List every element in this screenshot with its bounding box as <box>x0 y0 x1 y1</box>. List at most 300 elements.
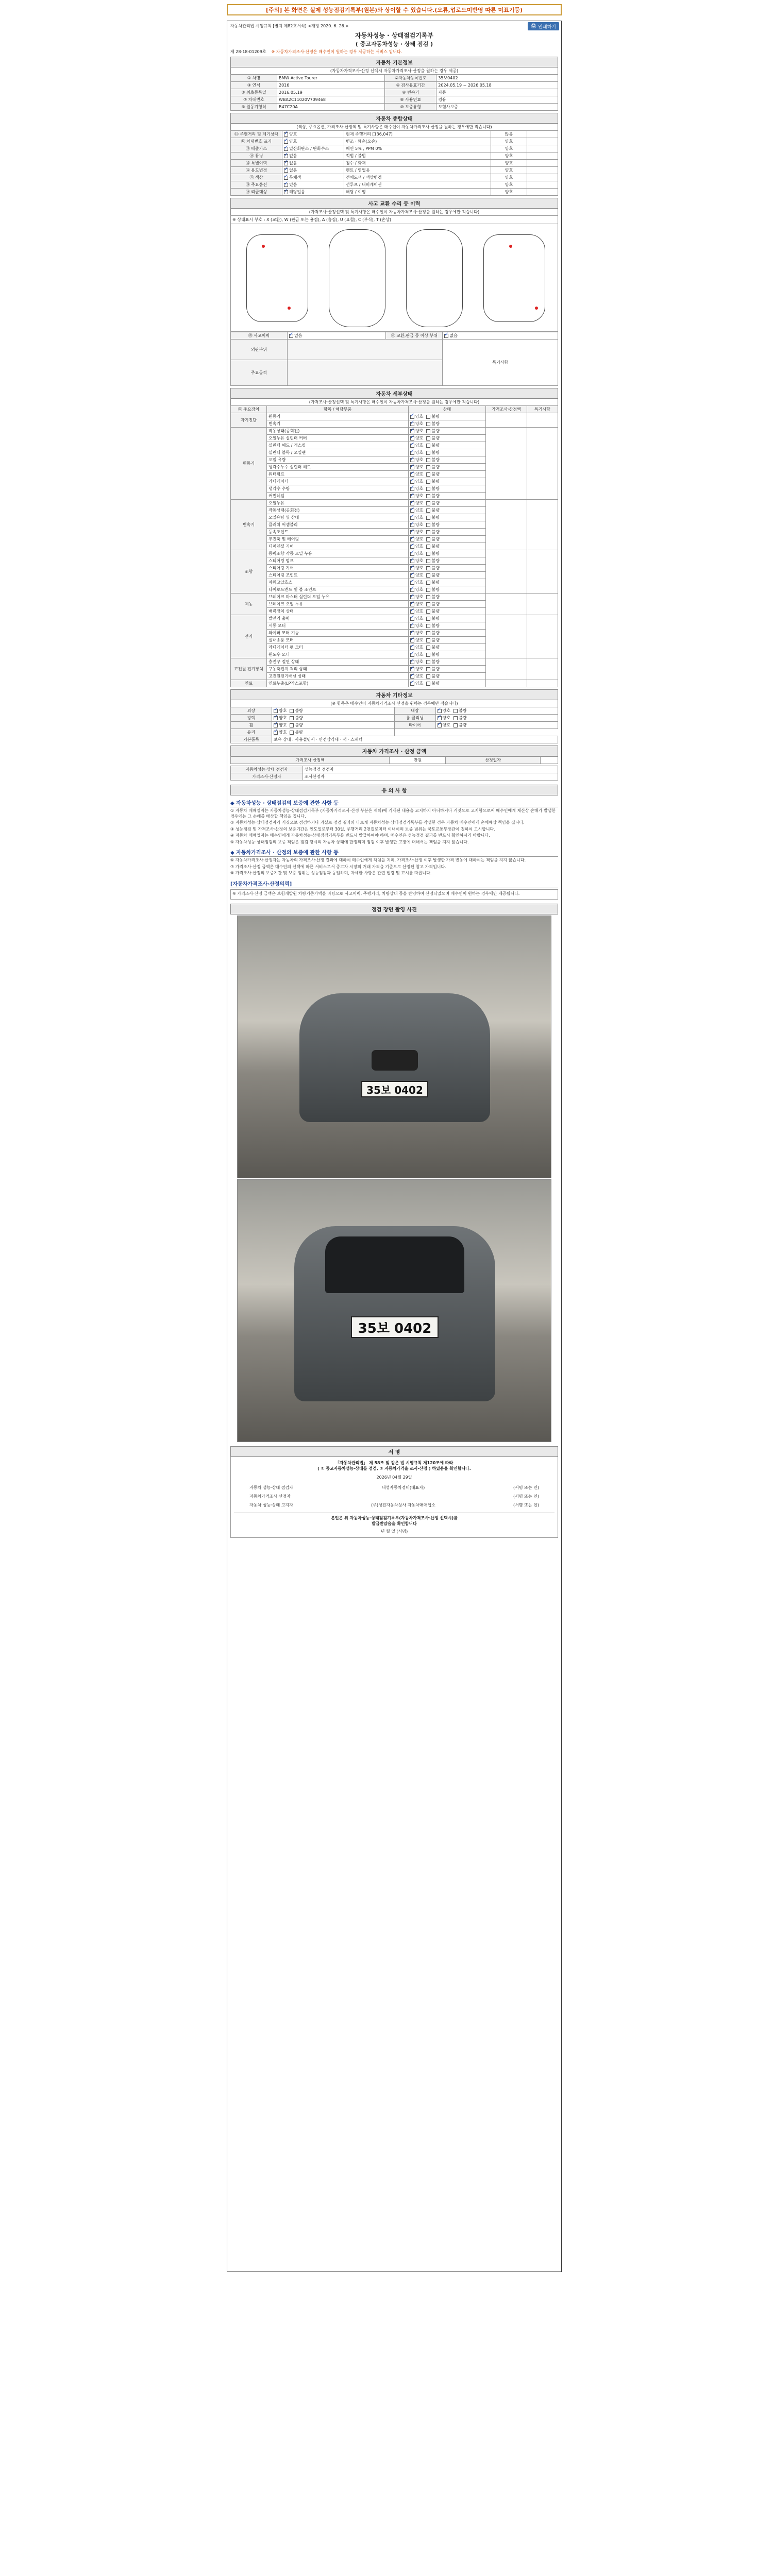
status-check <box>282 174 344 181</box>
status-note <box>527 138 558 145</box>
status-check-label: 있음 <box>289 182 297 187</box>
state-good-label: 양호 <box>415 602 424 606</box>
detail-state <box>409 478 486 485</box>
checkbox-icon <box>284 154 288 158</box>
checkbox-icon <box>426 595 430 599</box>
state-good-label: 양호 <box>415 587 424 592</box>
state-good-label: 양호 <box>415 659 424 664</box>
status-detail: 적법 / 불법 <box>344 152 491 160</box>
appearance-state <box>272 722 395 729</box>
basic-label: ① 차명 <box>231 75 277 82</box>
state-bad-label: 불량 <box>431 645 440 650</box>
detail-state <box>409 673 486 680</box>
checkbox-icon <box>410 523 414 527</box>
appearance-label: 룸 클리닝 <box>394 715 435 722</box>
detail-state <box>409 586 486 594</box>
checkbox-icon <box>426 436 430 440</box>
status-note <box>527 152 558 160</box>
basic-value: B47C20A <box>277 104 385 111</box>
detail-item: 라디에이터 <box>267 478 409 485</box>
state-good-label: 양호 <box>415 573 424 578</box>
detail-item: 연료누출(LP가스포함) <box>267 680 409 687</box>
detail-item: 브레이크 마스터 실린더 오일 누유 <box>267 594 409 601</box>
signature-row <box>234 1501 554 1510</box>
detail-item: 변속기 <box>267 420 409 428</box>
basic-label: ⑥ 변속기 <box>385 89 436 96</box>
accident-legend: ※ 상태표시 부호 : X (교환), W (판금 또는 용접), A (흠집), U (요철), C (부식), T (손상) <box>230 215 558 224</box>
checkbox-icon <box>426 465 430 469</box>
detail-item: 추진축 및 베어링 <box>267 536 409 543</box>
memo-row1-value: 성능점검 점검자 <box>303 766 558 773</box>
appearance-label: 타이어 <box>394 722 435 729</box>
state-bad-label: 불량 <box>431 436 440 440</box>
notice-paragraph: ④ 자동차 매매업자는 매수인에게 자동차성능·상태점검기록부를 반드시 발급하여야 하며, 매수인은 성능점검 결과를 반드시 확인하시기 바랍니다. <box>230 833 490 838</box>
checkbox-icon <box>284 168 288 173</box>
status-check <box>282 152 344 160</box>
detail-col-main: ㉒ 주요장치 <box>231 406 267 413</box>
state-good-label: 양호 <box>279 723 287 727</box>
state-bad-label: 불량 <box>431 472 440 477</box>
status-check-label: 없음 <box>289 161 297 165</box>
outer-panel-list <box>288 340 443 360</box>
price-unit: 만원 <box>390 757 446 764</box>
status-result: 양호 <box>491 181 527 189</box>
checkbox-icon <box>426 624 430 628</box>
detail-state <box>409 579 486 586</box>
checkbox-icon <box>410 451 414 455</box>
checkbox-icon <box>410 667 414 671</box>
checkbox-icon <box>426 682 430 686</box>
state-good-label: 양호 <box>279 716 287 720</box>
accident-title: 사고 교환 수리 등 이력 <box>230 198 558 209</box>
appearance-state <box>435 715 558 722</box>
checkbox-icon <box>453 716 458 720</box>
detail-row <box>231 658 558 666</box>
checkbox-icon <box>290 709 294 713</box>
checkbox-icon <box>426 631 430 635</box>
rear-photo <box>237 1179 551 1442</box>
status-check <box>282 131 344 138</box>
checkbox-icon <box>426 480 430 484</box>
checkbox-icon <box>274 716 278 720</box>
status-check <box>282 160 344 167</box>
state-bad-label: 불량 <box>431 537 440 541</box>
section1-title: ◆ 자동차성능 · 상태점검의 보증에 관한 사항 등 <box>230 799 558 807</box>
state-good-label: 양호 <box>415 515 424 520</box>
signature-r3-value: (주)성진자동차상사 자동차매매업소 <box>371 1503 435 1507</box>
state-good-label: 양호 <box>415 537 424 541</box>
checkbox-icon <box>426 523 430 527</box>
state-good-label: 양호 <box>415 652 424 657</box>
status-detail: 선루프 / 내비게이션 <box>344 181 491 189</box>
detail-item: 커먼레일 <box>267 493 409 500</box>
checkbox-icon <box>410 674 414 679</box>
checkbox-icon <box>426 667 430 671</box>
detail-item: 작동상태(공회전) <box>267 507 409 514</box>
detail-item: 시동 모터 <box>267 622 409 630</box>
status-label: ⑭ 튜닝 <box>231 152 282 160</box>
basic-info-row <box>231 96 558 104</box>
status-detail: 전체도색 / 색상변경 <box>344 174 491 181</box>
detail-col-note: 특기사항 <box>527 406 558 413</box>
detail-state <box>409 442 486 449</box>
state-bad-label: 불량 <box>295 730 303 735</box>
repair-value: ✓ 없음 <box>443 332 558 340</box>
checkbox-icon <box>426 429 430 433</box>
detail-item: 브레이크 오일 누유 <box>267 601 409 608</box>
detail-state <box>409 435 486 442</box>
state-good-label: 양호 <box>415 465 424 469</box>
basic-label: ②자동차등록번호 <box>385 75 436 82</box>
appearance-state <box>435 707 558 715</box>
print-label: 인쇄하기 <box>538 24 556 30</box>
detail-item: 라디에이터 팬 모터 <box>267 644 409 651</box>
detail-item: 스티어링 펌프 <box>267 557 409 565</box>
detail-group-label: 제동 <box>231 594 267 615</box>
state-good-label: 양호 <box>415 522 424 527</box>
checkbox-icon <box>410 422 414 426</box>
basic-label: ⑩ 보증유형 <box>385 104 436 111</box>
checkbox-icon <box>410 545 414 549</box>
state-bad-label: 불량 <box>295 716 303 720</box>
basic-label: ④ 검사유효기간 <box>385 82 436 89</box>
checkbox-icon <box>426 653 430 657</box>
state-bad-label: 불량 <box>431 494 440 498</box>
checkbox-icon <box>453 723 458 727</box>
appearance-row <box>231 729 558 736</box>
state-good-label: 양호 <box>415 544 424 549</box>
signature-footer3: 년 월 일 (서명) <box>380 1529 408 1534</box>
checkbox-icon <box>410 415 414 419</box>
document-number: 제 28-18-01209호 <box>230 49 266 54</box>
basic-value: 자동 <box>436 89 558 96</box>
detail-state <box>409 428 486 435</box>
status-title: 자동차 종합상태 <box>230 113 558 124</box>
checkbox-icon <box>410 444 414 448</box>
signature-line2: ( ① 중고자동차성능·상태를 점검, ② 자동차가격을 조사·산정 ) 하였음을 확인합니다. <box>317 1466 471 1471</box>
detail-group-label: 고전원 전기장치 <box>231 658 267 680</box>
detail-price <box>486 500 527 550</box>
status-label: ⑮ 특별이력 <box>231 160 282 167</box>
notice-paragraph: ⑥ 자동차가격조사·산정자는 자동차의 가격조사·산정 결과에 대하여 매수인에게 책임을 지며, 가격조사·산정 이후 발생한 가격 변동에 대하여는 책임을 지지 않습니다. <box>230 858 526 862</box>
appearance-row <box>231 707 558 715</box>
checkbox-icon <box>410 566 414 570</box>
state-good-label: 양호 <box>415 501 424 505</box>
basic-info-row <box>231 104 558 111</box>
checkbox-icon <box>410 530 414 534</box>
checkbox-icon <box>410 509 414 513</box>
state-bad-label: 불량 <box>431 558 440 563</box>
checkbox-icon <box>426 581 430 585</box>
state-bad-label: 불량 <box>431 602 440 606</box>
status-note <box>527 181 558 189</box>
rear-window <box>325 1236 464 1293</box>
state-bad-label: 불량 <box>431 522 440 527</box>
detail-state <box>409 413 486 420</box>
checkbox-icon <box>410 465 414 469</box>
state-good-label: 양호 <box>415 681 424 686</box>
accident-history-label: ⑳ 사고이력 <box>231 332 288 340</box>
accident-subtitle: (가격조사·산정선택 및 특기사항은 매수인이 자동차가격조사·산정을 원하는 경우에만 적습니다) <box>230 209 558 215</box>
checkbox-icon <box>284 132 288 137</box>
checkbox-icon <box>284 161 288 165</box>
status-label: ⑬ 배출가스 <box>231 145 282 152</box>
detail-item: 구동축전지 격리 상태 <box>267 666 409 673</box>
car-bottom-outline <box>406 229 463 327</box>
status-note <box>527 145 558 152</box>
detail-item: 오일누유 <box>267 500 409 507</box>
status-row <box>231 138 558 145</box>
state-bad-label: 불량 <box>431 501 440 505</box>
detail-state <box>409 615 486 622</box>
detail-item: 냉각수 수량 <box>267 485 409 493</box>
state-bad-label: 불량 <box>458 723 467 727</box>
appearance-table <box>230 707 558 743</box>
state-bad-label: 불량 <box>431 631 440 635</box>
detail-col-price: 가격조사·산정액 <box>486 406 527 413</box>
front-license-plate: 35보 0402 <box>361 1081 428 1097</box>
detail-price <box>486 594 527 615</box>
status-note <box>527 160 558 167</box>
basic-info-row <box>231 82 558 89</box>
detail-state <box>409 464 486 471</box>
checkbox-icon <box>426 422 430 426</box>
basic-label: ⑦ 차대번호 <box>231 96 277 104</box>
appearance-label: 내장 <box>394 707 435 715</box>
detail-item: 동력조향 작동 오일 누유 <box>267 550 409 557</box>
status-note <box>527 167 558 174</box>
basic-info-title: 자동차 기본정보 <box>230 57 558 67</box>
checkbox-icon <box>426 552 430 556</box>
checkbox-icon <box>284 183 288 187</box>
state-bad-label: 불량 <box>295 708 303 713</box>
price-date-value <box>541 757 558 764</box>
checkbox-icon <box>438 723 442 727</box>
section2-title: ◆ 자동차가격조사 · 산정의 보증에 관한 사항 등 <box>230 848 558 857</box>
status-result: 양호 <box>491 152 527 160</box>
basic-label: ⑤ 최초등록일 <box>231 89 277 96</box>
price-date-label: 산정일자 <box>446 757 541 764</box>
detail-note <box>527 413 558 428</box>
detail-group-label: 변속기 <box>231 500 267 550</box>
status-row <box>231 160 558 167</box>
checkbox-icon <box>410 552 414 556</box>
basic-value: 경유 <box>436 96 558 104</box>
state-good-label: 양호 <box>442 723 450 727</box>
supplies-label: 기본품목 <box>231 736 272 743</box>
detail-item: 스티어링 기어 <box>267 565 409 572</box>
state-good-label: 양호 <box>415 674 424 679</box>
detail-state <box>409 507 486 514</box>
state-bad-label: 불량 <box>431 595 440 599</box>
state-good-label: 양호 <box>415 421 424 426</box>
state-bad-label: 불량 <box>458 716 467 720</box>
section3-body <box>230 889 558 900</box>
appearance-state <box>272 707 395 715</box>
signature-mark: (서명 또는 인) <box>513 1494 539 1499</box>
status-label: ⑰ 색상 <box>231 174 282 181</box>
checkbox-icon <box>438 716 442 720</box>
status-row <box>231 131 558 138</box>
signature-r1-value: 대성자동차정비(대표자) <box>381 1485 425 1490</box>
checkbox-icon <box>426 444 430 448</box>
checkbox-icon <box>426 509 430 513</box>
appearance-label: 유리 <box>231 729 272 736</box>
basic-value: WBA2C11020V709468 <box>277 96 385 104</box>
status-label: ⑫ 차대번호 표기 <box>231 138 282 145</box>
basic-value: BMW Active Tourer <box>277 75 385 82</box>
section1-body <box>230 808 558 845</box>
checkbox-icon <box>410 588 414 592</box>
checkbox-icon <box>274 723 278 727</box>
detail-state <box>409 680 486 687</box>
status-row <box>231 145 558 152</box>
detail-state <box>409 666 486 673</box>
state-bad-label: 불량 <box>431 479 440 484</box>
detail-state <box>409 644 486 651</box>
car-left-side-outline <box>246 234 308 322</box>
detail-item: 실린더 헤드 / 개스킷 <box>267 442 409 449</box>
checkbox-icon <box>410 487 414 491</box>
detail-item: 워터펌프 <box>267 471 409 478</box>
checkbox-icon <box>426 566 430 570</box>
basic-value: 보험사보증 <box>436 104 558 111</box>
state-good-label: 양호 <box>415 631 424 635</box>
status-row <box>231 167 558 174</box>
signature-footer1: 본인은 위 자동차성능·상태점검기록부(자동차가격조사·산정 선택시)를 <box>331 1516 458 1520</box>
checkbox-icon <box>426 487 430 491</box>
detail-state <box>409 543 486 550</box>
checkbox-icon <box>274 709 278 713</box>
accident-history-value: ✓ 없음 <box>288 332 386 340</box>
detail-item: 배력장치 상태 <box>267 608 409 615</box>
checkbox-icon <box>410 624 414 628</box>
detail-row <box>231 428 558 435</box>
detail-item: 와이퍼 모터 기능 <box>267 630 409 637</box>
checkbox-icon <box>426 660 430 664</box>
signature-line1: 「자동차관리법」 제 58조 및 같은 법 시행규칙 제120조에 따라 <box>335 1461 453 1465</box>
appearance-label: 휠 <box>231 722 272 729</box>
detail-item: 디퍼렌셜 기어 <box>267 543 409 550</box>
checkbox-icon <box>410 436 414 440</box>
checkbox-icon <box>426 573 430 578</box>
accident-table <box>230 332 558 386</box>
status-check-label: 없음 <box>289 154 297 158</box>
checkbox-icon <box>426 588 430 592</box>
state-bad-label: 불량 <box>431 566 440 570</box>
state-good-label: 양호 <box>415 472 424 477</box>
state-bad-label: 불량 <box>431 667 440 671</box>
state-bad-label: 불량 <box>431 674 440 679</box>
basic-value: 2016 <box>277 82 385 89</box>
detail-state <box>409 608 486 615</box>
detail-item: 냉각수누수 실린더 헤드 <box>267 464 409 471</box>
checkbox-icon <box>410 458 414 462</box>
detail-group-label: 전기 <box>231 615 267 658</box>
detail-title: 자동차 세부상태 <box>230 388 558 399</box>
section3-title: [자동차가격조사·산정의뢰] <box>230 879 558 888</box>
state-bad-label: 불량 <box>431 587 440 592</box>
detail-state <box>409 658 486 666</box>
status-detail: 침수 / 화재 <box>344 160 491 167</box>
checkbox-icon <box>410 660 414 664</box>
status-check-label: 무채색 <box>289 175 301 180</box>
status-label: ⑱ 주요옵션 <box>231 181 282 189</box>
signature-r1-label: 자동차 성능·상태 점검자 <box>249 1485 293 1490</box>
detail-state <box>409 521 486 529</box>
memo-row2-label: 가격조사·산정자 <box>231 773 303 781</box>
detail-col-item: 항목 / 해당부품 <box>267 406 409 413</box>
detail-state <box>409 622 486 630</box>
checkbox-icon <box>290 723 294 727</box>
state-bad-label: 불량 <box>431 544 440 549</box>
bmw-grille <box>372 1050 418 1071</box>
print-button[interactable] <box>528 22 559 30</box>
state-bad-label: 불량 <box>431 551 440 556</box>
status-check <box>282 189 344 196</box>
state-bad-label: 불량 <box>431 450 440 455</box>
signature-date: 2026년 04월 29일 <box>376 1475 412 1480</box>
damage-mark <box>509 245 512 248</box>
state-good-label: 양호 <box>415 530 424 534</box>
detail-item: 작동상태(공회전) <box>267 428 409 435</box>
detail-note <box>527 550 558 594</box>
status-check-label: 양호 <box>289 139 297 144</box>
repair-label: ㉑ 교환,판금 등 이상 부위 <box>386 332 443 340</box>
status-check-label: 없음 <box>289 168 297 173</box>
checkbox-icon <box>453 709 458 713</box>
detail-state <box>409 630 486 637</box>
detail-price <box>486 658 527 680</box>
price-amount-label: 가격조사·산정액 <box>231 757 390 764</box>
state-good-label: 양호 <box>415 479 424 484</box>
memo-row2-value: 조사산정자 <box>303 773 558 781</box>
signature-r2-label: 자동차가격조사·산정자 <box>249 1494 291 1499</box>
detail-col-state: 상태 <box>409 406 486 413</box>
status-check <box>282 145 344 152</box>
car-diagram <box>230 224 558 332</box>
detail-row <box>231 550 558 557</box>
basic-info-subtitle: (자동차가격조사·산정 선택시 자동차가격조사·산정을 원하는 경우 제공) <box>230 67 558 74</box>
basic-value: 2016.05.19 <box>277 89 385 96</box>
status-result: 양호 <box>491 174 527 181</box>
state-good-label: 양호 <box>415 609 424 614</box>
car-top-outline <box>329 229 385 327</box>
state-bad-label: 불량 <box>431 616 440 621</box>
signature-title: 서 명 <box>230 1446 558 1457</box>
inspection-record <box>227 21 562 2272</box>
state-bad-label: 불량 <box>431 573 440 578</box>
state-good-label: 양호 <box>415 457 424 462</box>
detail-state <box>409 637 486 644</box>
status-label: ⑪ 주행거리 및 계기상태 <box>231 131 282 138</box>
checkbox-icon <box>410 537 414 541</box>
detail-item: 원동기 <box>267 413 409 420</box>
detail-state <box>409 500 486 507</box>
checkbox-icon <box>426 494 430 498</box>
status-detail: 해당 / 이행 <box>344 189 491 196</box>
checkbox-icon <box>410 494 414 498</box>
status-result: 양호 <box>491 160 527 167</box>
checkbox-icon <box>410 631 414 635</box>
checkbox-icon <box>426 545 430 549</box>
state-good-label: 양호 <box>415 436 424 440</box>
checkbox-icon <box>426 537 430 541</box>
status-table <box>230 130 558 196</box>
checkbox-icon <box>410 573 414 578</box>
detail-row <box>231 594 558 601</box>
status-label: ⑲ 리콜대상 <box>231 189 282 196</box>
